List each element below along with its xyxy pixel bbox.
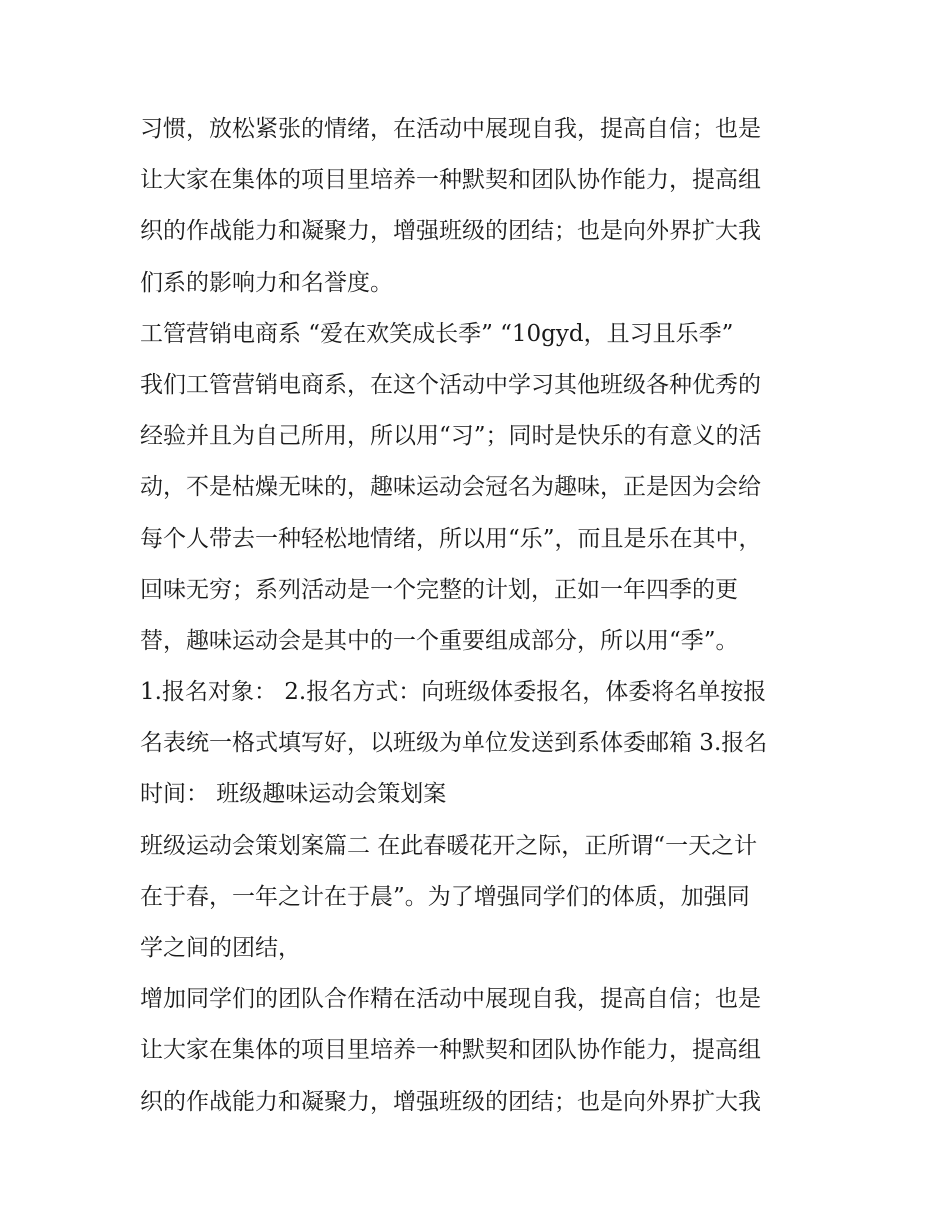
paragraph-5: [140, 821, 820, 975]
text-line: 每个人带去一种轻松地情绪，所以用“乐”，而且是乐在其中，: [140, 525, 762, 552]
text-line: 班级运动会策划案篇二 在此春暖花开之际，正所谓“一天之计: [140, 832, 758, 859]
text-line: 我们工管营销电商系，在这个活动中学习其他班级各种优秀的: [140, 371, 761, 398]
text-line: 替，趣味运动会是其中的一个重要组成部分，所以用“季”。: [140, 627, 739, 654]
text-line: 们系的影响力和名誉度。: [140, 269, 393, 296]
paragraph-6: [140, 974, 820, 1128]
text-line: 学之间的团结，: [140, 935, 301, 961]
text-line: 织的作战能力和凝聚力，增强班级的团结；也是向外界扩大我: [140, 218, 761, 245]
text-line: 工管营销电商系 “爱在欢笑成长季” “10gyd，且习且乐季”: [140, 320, 734, 347]
text-line: 时间： 班级趣味运动会策划案: [140, 781, 447, 808]
text-line: 回味无穷；系列活动是一个完整的计划，正如一年四季的更: [140, 576, 738, 603]
text-line: 让大家在集体的项目里培养一种默契和团队协作能力，提高组: [140, 1037, 761, 1064]
text-line: 1.报名对象： 2.报名方式：向班级体委报名，体委将名单按报: [140, 679, 767, 706]
paragraph-4-registration: [140, 667, 820, 821]
paragraph-3: [140, 360, 820, 667]
text-line: 在于春，一年之计在于晨”。为了增强同学们的体质，加强同: [140, 883, 750, 910]
text-line: 习惯，放松紧张的情绪，在活动中展现自我，提高自信；也是: [140, 116, 761, 142]
paragraph-1: [140, 104, 820, 309]
document-body: [140, 104, 820, 1128]
text-line: 织的作战能力和凝聚力，增强班级的团结；也是向外界扩大我: [140, 1088, 761, 1115]
text-line: 经验并且为自己所用，所以用“习”；同时是快乐的有意义的活: [140, 423, 762, 450]
text-line: 让大家在集体的项目里培养一种默契和团队协作能力，提高组: [140, 167, 761, 194]
text-line: 名表统一格式填写好，以班级为单位发送到系体委邮箱 3.报名: [140, 730, 768, 757]
text-line: 动，不是枯燥无味的，趣味运动会冠名为趣味，正是因为会给: [140, 474, 761, 501]
paragraph-2-heading: [140, 309, 820, 360]
text-line: 增加同学们的团队合作精在活动中展现自我，提高自信；也是: [140, 986, 761, 1013]
